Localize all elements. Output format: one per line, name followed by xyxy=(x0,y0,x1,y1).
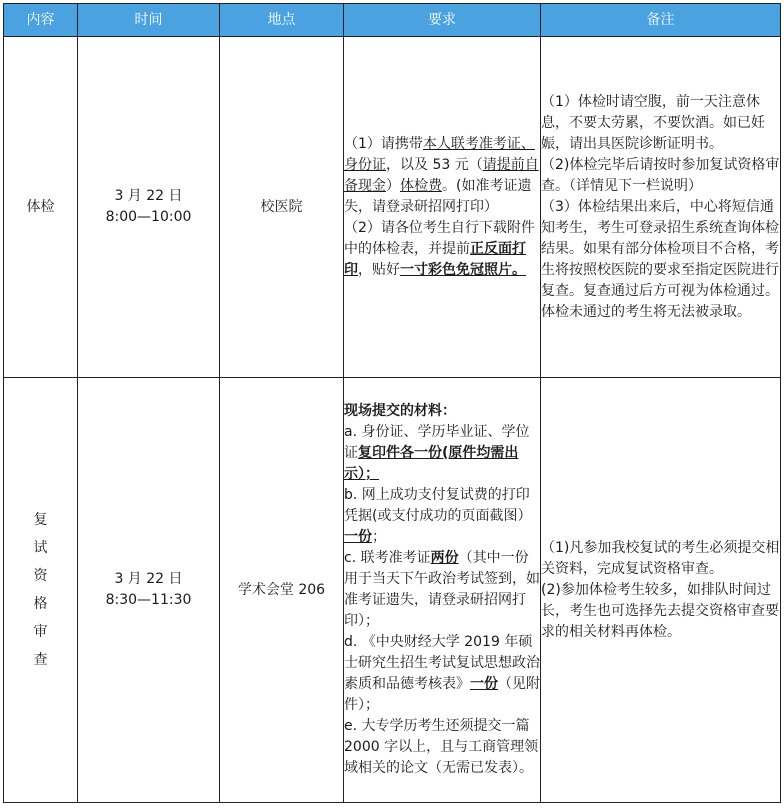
date-text: 3 月 22 日 xyxy=(114,188,183,204)
table-row-qualification-review xyxy=(4,378,781,803)
table-row-physical-exam xyxy=(4,37,781,378)
header-time: 时间 xyxy=(78,4,220,37)
time-cell xyxy=(78,378,220,803)
place-text: 校医院 xyxy=(260,198,303,215)
header-row xyxy=(4,4,781,37)
header-content: 内容 xyxy=(4,4,78,37)
notes-cell xyxy=(541,37,781,378)
note-item: （1）体检时请空腹，前一天注意休息，不要太劳累，不要饮酒。如已妊娠，请出具医院诊断证明书。 xyxy=(541,93,765,152)
requirement-item: c. 联考准考证两份（其中一份用于当天下午政治考试签到，如准考证遗失，请登录研招网打印）； xyxy=(344,550,540,629)
time-cell xyxy=(78,37,220,378)
time-range-text: 8:30—11:30 xyxy=(105,592,192,608)
header-requirements: 要求 xyxy=(344,4,541,37)
note-item: （1)凡参加我校复试的考生必须提交相关资料，完成复试资格审查。 xyxy=(541,539,780,577)
requirements-cell xyxy=(344,37,541,378)
content-label: 体检 xyxy=(26,198,55,215)
note-item: (2)参加体检考生较多，如排队时间过长，考生也可选择先去提交资格审查要求的相关材料再体检。 xyxy=(541,581,779,640)
content-cell xyxy=(4,378,78,803)
schedule-table xyxy=(3,3,781,803)
header-place: 地点 xyxy=(220,4,344,37)
requirement-item: d. 《中央财经大学 2019 年硕士研究生招生考试复试思想政治素质和品德考核表》一份（见附件）； xyxy=(344,634,540,713)
requirement-item: （2）请各位考生自行下载附件中的体检表，并提前正反面打印，贴好一寸彩色免冠照片。 xyxy=(344,219,535,278)
notes-cell xyxy=(541,378,781,803)
requirements-cell xyxy=(344,378,541,803)
requirement-item: b. 网上成功支付复试费的打印凭据(或支付成功的页面截图）一份； xyxy=(344,487,532,545)
requirement-item: a. 身份证、学历毕业证、学位证复印件各一份(原件均需出示）； xyxy=(344,424,530,482)
place-cell xyxy=(220,378,344,803)
requirement-item: （1）请携带本人联考准考证、身份证，以及 53 元（请提前自备现金）体检费。(如准考证遗失，请登录研招网打印） xyxy=(344,135,539,215)
requirement-item: e. 大专学历考生还须提交一篇 2000 字以上，且与工商管理领域相关的论文（无需已发表）。 xyxy=(344,718,539,776)
requirement-title: 现场提交的材料： xyxy=(344,403,456,419)
note-item: （2)体检完毕后请按时参加复试资格审查。（详情见下一栏说明） xyxy=(541,156,780,194)
time-range-text: 8:00—10:00 xyxy=(105,209,192,225)
note-item: （3）体检结果出来后，中心将短信通知考生，考生可登录招生系统查询体检结果。如果有部分体检项目不合格，考生将按照校医院的要求至指定医院进行复查。复查通过后方可视为体检通过。体检未通过的考生将无法被录取。 xyxy=(541,198,779,320)
content-cell xyxy=(4,37,78,378)
place-text: 学术会堂 206 xyxy=(237,581,326,598)
content-label: 复试资格审查 xyxy=(33,512,48,668)
header-notes: 备注 xyxy=(541,4,781,37)
date-text: 3 月 22 日 xyxy=(114,571,183,587)
place-cell xyxy=(220,37,344,378)
